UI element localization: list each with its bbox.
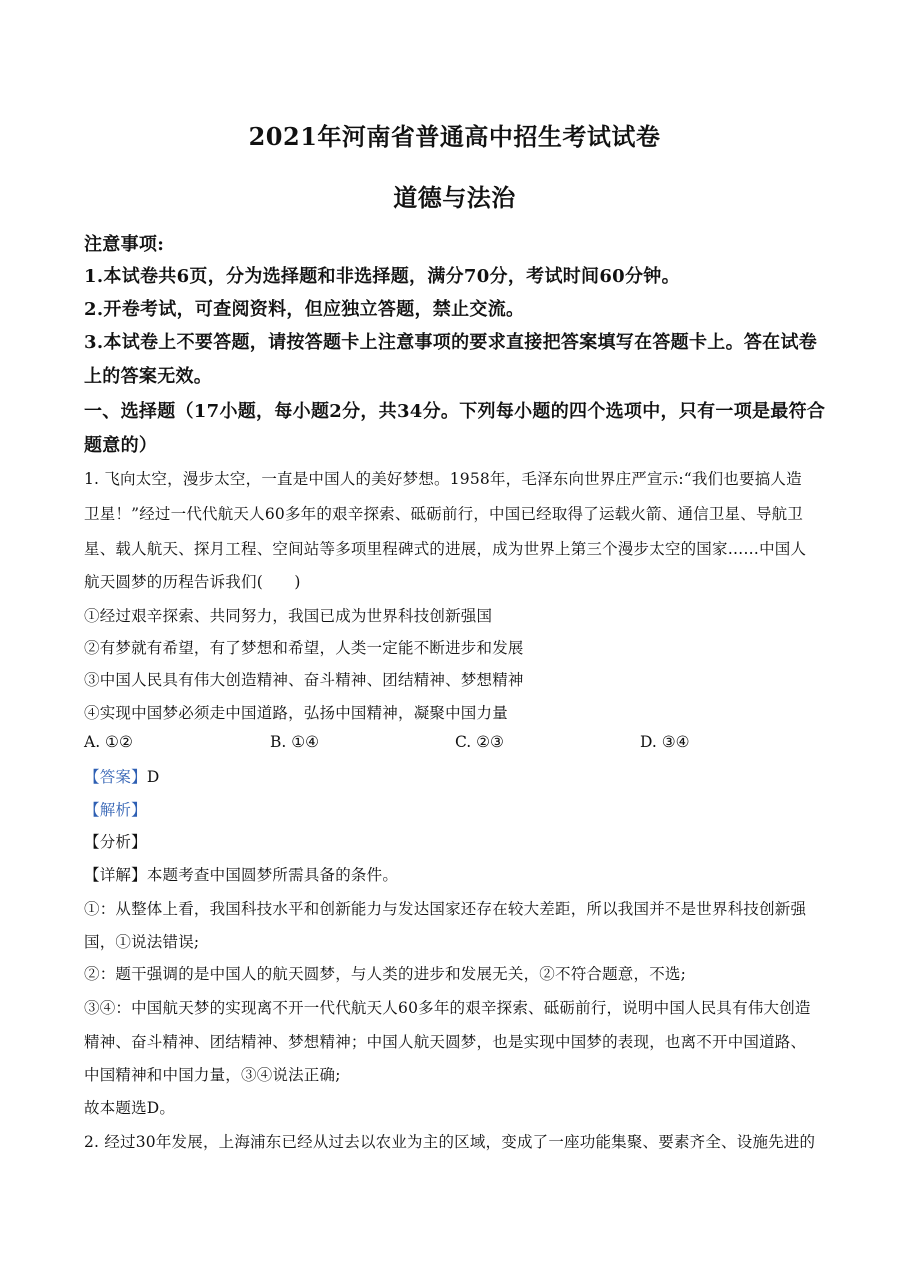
option-b: B. ①④: [270, 733, 320, 751]
explain-line: 中国精神和中国力量，③④说法正确;: [84, 1066, 341, 1084]
question-2-stem: 2. 经过30年发展，上海浦东已经从过去以农业为主的区域，变成了一座功能集聚、要素齐全、设施先进的: [84, 1133, 816, 1151]
subject-title: 道德与法治: [393, 183, 516, 212]
statement-4: ④实现中国梦必须走中国道路，弘扬中国精神，凝聚中国力量: [84, 704, 508, 722]
notice-item-cont: 上的答案无效。: [84, 366, 213, 387]
explain-line: ①：从整体上看，我国科技水平和创新能力与发达国家还存在较大差距，所以我国并不是世界科技创新强: [84, 900, 807, 918]
answer-tag: 【答案】: [84, 768, 147, 786]
question-stem: 1. 飞向太空，漫步太空，一直是中国人的美好梦想。1958年，毛泽东向世界庄严宣示:“我们也要搞人造: [84, 470, 802, 488]
statement-2: ②有梦就有希望，有了梦想和希望，人类一定能不断进步和发展: [84, 639, 524, 657]
option-a: A. ①②: [84, 733, 133, 751]
explain-line: 故本题选D。: [84, 1099, 176, 1117]
question-stem: 航天圆梦的历程告诉我们( ): [84, 573, 301, 591]
notice-item: 1.本试卷共6页，分为选择题和非选择题，满分70分，考试时间60分钟。: [84, 266, 680, 287]
option-c: C. ②③: [455, 733, 504, 751]
answer-value: D: [146, 768, 160, 786]
question-stem: 星、载人航天、探月工程、空间站等多项里程碑式的进展，成为世界上第三个漫步太空的国家……中国人: [84, 540, 807, 558]
statement-1: ①经过艰辛探索、共同努力，我国已成为世界科技创新强国: [84, 607, 493, 625]
notice-heading: 注意事项:: [84, 234, 165, 255]
statement-3: ③中国人民具有伟大创造精神、奋斗精神、团结精神、梦想精神: [84, 671, 524, 689]
explain-line: 精神、奋斗精神、团结精神、梦想精神；中国人航天圆梦，也是实现中国梦的表现，也离不开中国道路、: [84, 1033, 807, 1051]
detail-text: 本题考查中国圆梦所需具备的条件。: [146, 866, 399, 884]
answer-line: [84, 765, 159, 787]
section-heading-cont: 题意的）: [84, 435, 158, 456]
exam-title: 2021年河南省普通高中招生考试试卷: [248, 122, 661, 151]
fenxi-tag: 【分析】: [84, 833, 147, 851]
detail-line: [84, 863, 398, 885]
option-d: D. ③④: [640, 733, 690, 751]
notice-item: 3.本试卷上不要答题，请按答题卡上注意事项的要求直接把答案填写在答题卡上。答在试卷: [84, 332, 818, 353]
question-stem: 卫星！”经过一代代航天人60多年的艰辛探索、砥砺前行，中国已经取得了运载火箭、通信卫星、导航卫: [84, 505, 804, 523]
detail-tag: 【详解】: [84, 866, 147, 884]
explain-line: ③④：中国航天梦的实现离不开一代代航天人60多年的艰辛探索、砥砺前行，说明中国人民具有伟大创造: [84, 999, 811, 1017]
analysis-tag: 【解析】: [84, 801, 147, 819]
section-heading: 一、选择题（17小题，每小题2分，共34分。下列每小题的四个选项中，只有一项是最符合: [84, 401, 826, 422]
notice-item: 2.开卷考试，可查阅资料，但应独立答题，禁止交流。: [84, 299, 525, 320]
explain-line: ②：题干强调的是中国人的航天圆梦，与人类的进步和发展无关，②不符合题意，不选;: [84, 965, 687, 983]
explain-line: 国，①说法错误;: [84, 933, 200, 951]
